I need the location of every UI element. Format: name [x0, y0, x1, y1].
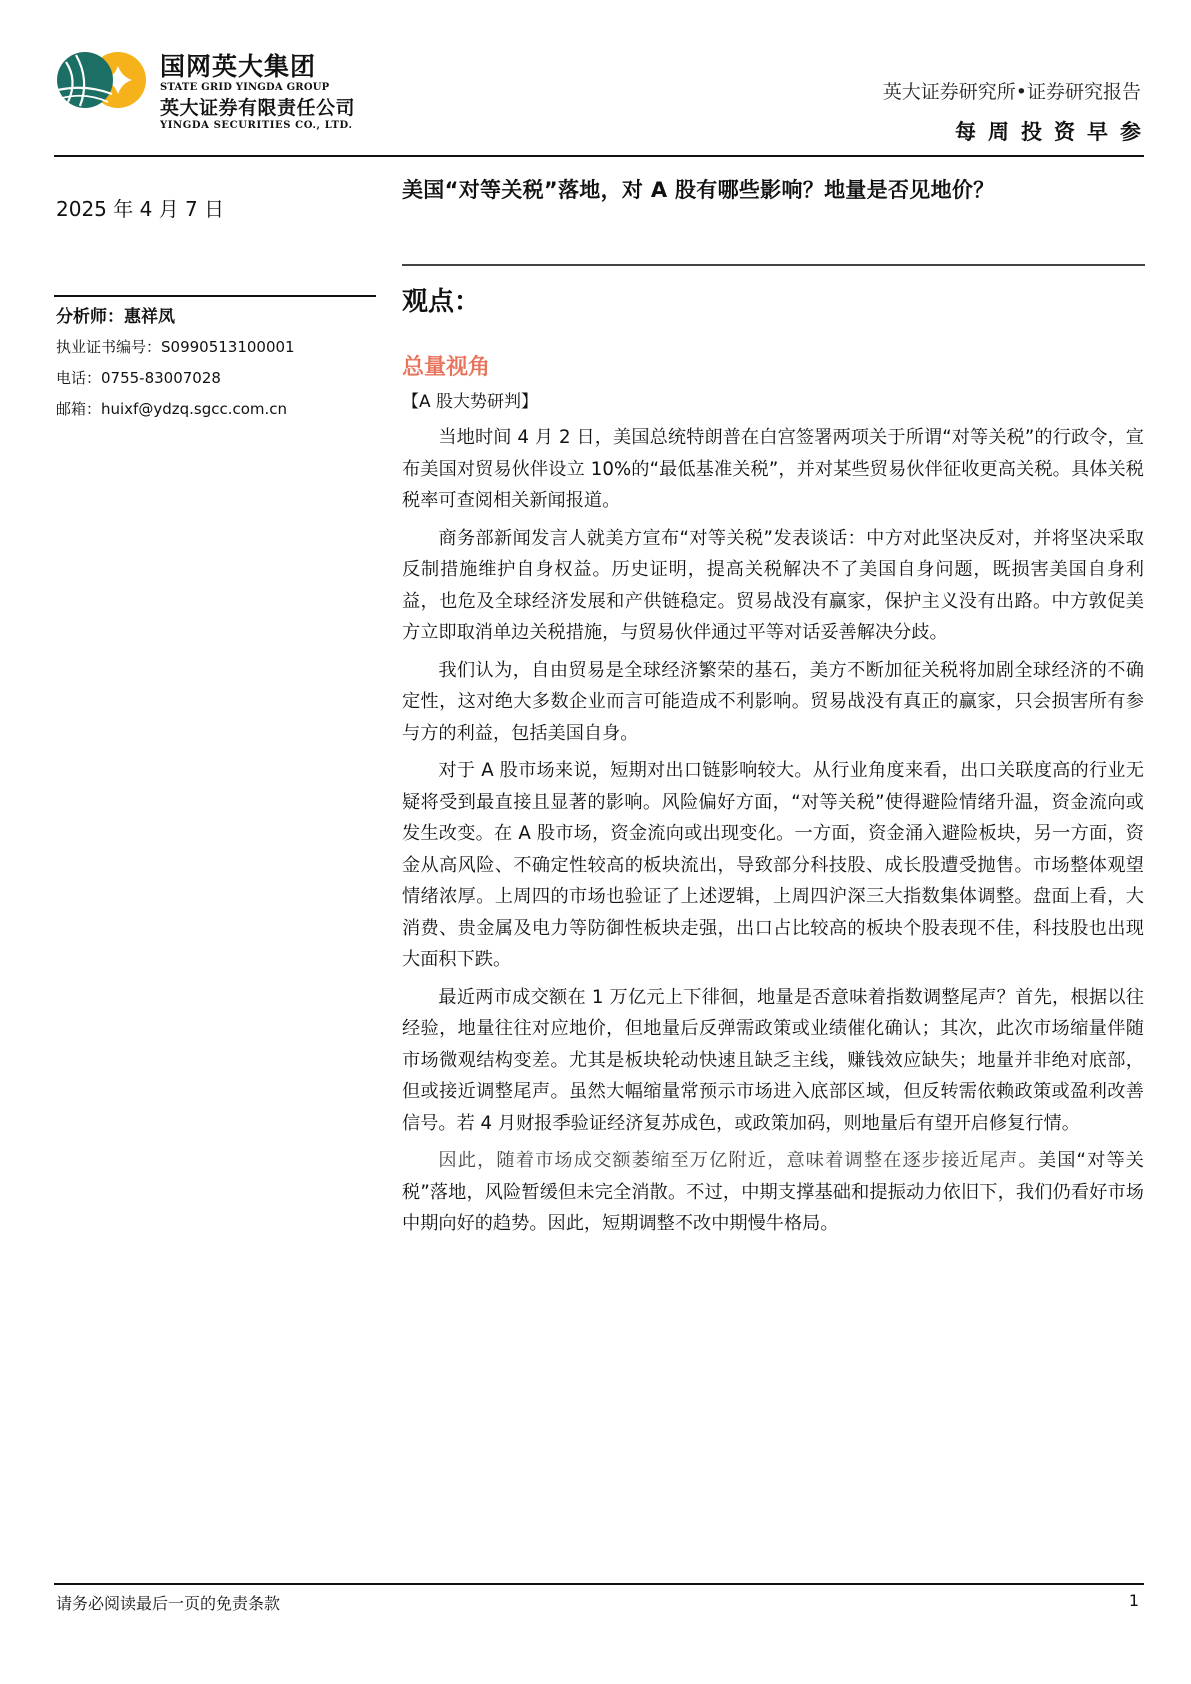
analyst-email: 邮箱：huixf@ydzq.sgcc.com.cn [56, 400, 288, 418]
page-number: 1 [1128, 1591, 1139, 1610]
series-title: 每周投资早参 [955, 120, 1153, 144]
report-title: 美国“对等关税”落地，对 A 股有哪些影响？地量是否见地价？ [402, 178, 995, 202]
paragraph: 最近两市成交额在 1 万亿元上下徘徊，地量是否意味着指数调整尾声？首先，根据以往经验，地量往往对应地价，但地量后反弹需政策或业绩催化确认；其次，此次市场缩量伴随市场微观结构变差。尤其是板块轮动快速且缺乏主线，赚钱效应缺失；地量并非绝对底部，但或接近调整尾声。虽然大幅缩量常预示市场进入底部区域，但反转需依赖政策或盈利改善信号。若 4 月财报季验证经济复苏成色，或政策加码，则地量后有望开启修复行情。 [402, 986, 1144, 1134]
company-logo [56, 48, 356, 140]
analyst-phone: 电话：0755-83007028 [56, 369, 221, 387]
conclusion-body: 美国“对等关税”落地，风险暂缓但未完全消散。不过，中期支撑基础和提振动力依旧下，我们仍看好市场中期向好的趋势。因此，短期调整不改中期慢牛格局。 [402, 1150, 1144, 1234]
conclusion-lead: 因此，随着市场成交额萎缩至万亿附近，意味着调整在逐步接近尾声。 [438, 1150, 1038, 1171]
paragraph: 对于 A 股市场来说，短期对出口链影响较大。从行业角度来看，出口关联度高的行业无疑将受到最直接且显著的影响。风险偏好方面，“对等关税”使得避险情绪升温，资金流向或发生改变。在 A 股市场，资金流向或出现变化。一方面，资金涌入避险板块，另一方面，资金从高风险、不确定性较高的板块流出，导致部分科技股、成长股遭受抛售。市场整体观望情绪浓厚。上周四的市场也验证了上述逻辑，上周四沪深三大指数集体调整。盘面上看，大消费、贵金属及电力等防御性板块走强，出口占比较高的板块个股表现不佳，科技股也出现大面积下跌。 [402, 760, 1144, 970]
disclaimer-note: 请务必阅读最后一页的免责条款 [56, 1594, 281, 1613]
subheading: 【A 股大势研判】 [402, 392, 539, 412]
institute-label: 英大证券研究所•证券研究报告 [882, 81, 1141, 103]
analyst-name: 分析师：惠祥凤 [56, 307, 175, 327]
paragraph: 我们认为，自由贸易是全球经济繁荣的基石，美方不断加征关税将加剧全球经济的不确定性，这对绝大多数企业而言可能造成不利影响。贸易战没有真正的赢家，只会损害所有参与方的利益，包括美国自身。 [402, 659, 1144, 744]
main-content [402, 282, 1144, 1240]
analyst-license: 执业证书编号：S0990513100001 [56, 338, 295, 356]
viewpoint-heading: 观点： [402, 287, 481, 317]
report-header [882, 80, 1153, 146]
report-date: 2025 年 4 月 7 日 [56, 197, 225, 221]
paragraph: 商务部新闻发言人就美方宣布“对等关税”发表谈话：中方对此坚决反对，并将坚决采取反制措施维护自身权益。历史证明，提高关税解决不了美国自身问题，既损害美国自身利益，也危及全球经济发展和产供链稳定。贸易战没有赢家，保护主义没有出路。中方敦促美方立即取消单边关税措施，与贸易伙伴通过平等对话妥善解决分歧。 [402, 527, 1144, 643]
logo-securities-name-en: YINGDA SECURITIES CO., LTD. [160, 120, 353, 131]
sidebar-divider [54, 295, 376, 297]
header-divider [54, 155, 1144, 157]
analyst-info [56, 302, 376, 425]
logo-group-name-cn: 国网英大集团 [160, 52, 317, 81]
logo-group-name-en: STATE GRID YINGDA GROUP [160, 82, 330, 93]
paragraph: 当地时间 4 月 2 日，美国总统特朗普在白宫签署两项关于所谓“对等关税”的行政令，宣布美国对贸易伙伴设立 10%的“最低基准关税”，并对某些贸易伙伴征收更高关税。具体关税税率可查阅相关新闻报道。 [402, 427, 1144, 511]
conclusion-paragraph [402, 1145, 1144, 1240]
state-grid-logo-icon [56, 50, 148, 110]
section-heading: 总量视角 [402, 355, 491, 380]
logo-securities-name-cn: 英大证券有限责任公司 [160, 97, 356, 119]
footer-divider [54, 1583, 1144, 1585]
title-divider [402, 264, 1145, 266]
